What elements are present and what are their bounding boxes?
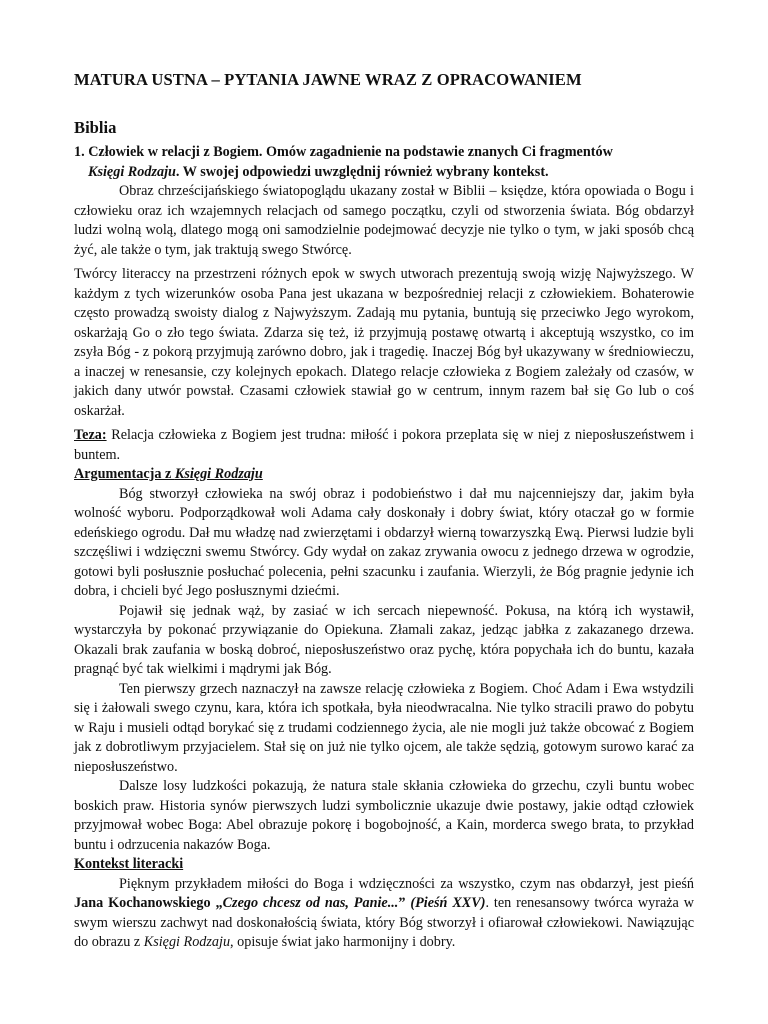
context-quote-close: ” (398, 895, 406, 911)
thesis-label: Teza: (74, 427, 107, 443)
argumentation-heading-prefix: Argumentacja z (74, 466, 175, 482)
context-text-a: Pięknym przykładem miłości do Boga i wdzięczności za wszystko, czym nas obdarzył, jest pieśń (119, 875, 694, 892)
context-heading: Kontekst literacki (74, 856, 184, 872)
argumentation-heading-book: Księgi Rodzaju (174, 466, 263, 482)
argumentation-paragraph-1: Bóg stworzył człowieka na swój obraz i podobieństwo i dał mu najcenniejszy dar, jakim była wolność wyboru. Podporządkował woli Adama cały doskonały i dobry świat, który otaczał go w formie edeńskiego ogrodu. Dał mu władzę nad zwierzętami i obdarzył wierną towarzyszką Ewą. Pierwsi ludzie byli szczęśliwi i wdzięczni swemu Stwórcy. Gdy wydał on zakaz zrywania owocu z jednego drzewa w ogrodzie, gotowi byli posłusznie posłuchać polecenia, pełni szacunku i zaufania. Wierzyli, że Bóg pragnie jedynie ich dobra, i chcieli być Jego posłusznymi dziećmi. (74, 485, 694, 599)
intro-paragraph-1: Obraz chrześcijańskiego światopoglądu ukazany został w Biblii – księdze, która opowiada o Bogu i człowieku oraz ich wzajemnych relacjach od samego początku, czyli od stworzenia świata. Bóg obdarzył ludzi wolną wolą, dlatego mogą oni samodzielnie podejmować decyzje nie tylko o tym, w jaki sposób chcą żyć, ale także o tym, jak traktują swego Stwórcę. (74, 183, 694, 258)
argumentation-paragraph-4: Dalsze losy ludzkości pokazują, że natura stale skłania człowieka do grzechu, czyli buntu wobec boskich praw. Historia synów pierwszych ludzi symbolicznie ukazuje dwie postawy, jakie odtąd człowiek przyjmował wobec Boga: Abel obrazuje pokorę i bogobojność, a Kain, morderca swego brata, to przykład buntu i odrzucenia nakazów Boga. (74, 778, 694, 853)
context-quote-open: „ (210, 895, 223, 911)
question-line-2-rest: . W swojej odpowiedzi uwzględnij również wybrany kontekst. (175, 163, 549, 180)
question-text (74, 143, 694, 182)
argumentation-heading (74, 465, 694, 485)
intro-paragraph-2: Twórcy literaccy na przestrzeni różnych epok w swych utworach prezentują swoją wizję Najwyższego. W każdym z tych wizerunków osoba Pana jest ukazana w bezpośredniej relacji z człowiekiem. Bohaterowie często prowadzą swoisty dialog z Najwyższym. Zadają mu pytania, buntują się przeciwko Jego wyrokom, oskarżają Go o zło tego świata. Zdarza się też, iż przyjmują postawę otwartą i akceptują wszystko, co im zsyła Bóg - z pokorą przyjmują zarówno dobro, jak i tragedię. Inaczej Bóg był ukazywany w średniowieczu, a inaczej w renesansie, czy kolejnych epokach. Dlatego relacje człowieka z Bogiem zależały od czasów, w jakich dany utwór powstał. Czasami człowiek stawiał go w centrum, innym razem bał się Go lub o coś oskarżał. (74, 266, 694, 419)
thesis-text: Relacja człowieka z Bogiem jest trudna: miłość i pokora przeplata się w niej z nieposłuszeństwem i buntem. (74, 427, 694, 463)
question-line-1: 1. Człowiek w relacji z Bogiem. Omów zagadnienie na podstawie znanych Ci fragmentów (74, 144, 613, 160)
document-title: MATURA USTNA – PYTANIA JAWNE WRAZ Z OPRACOWANIEM (74, 70, 582, 89)
context-poem-title: Czego chcesz od nas, Panie... (222, 895, 399, 911)
section-heading: Biblia (74, 118, 117, 137)
context-book-title: Księgi Rodzaju (143, 934, 231, 950)
question-line-2 (74, 163, 694, 183)
thesis-paragraph (74, 426, 694, 465)
context-poem-number: (Pieśń XXV) (405, 895, 486, 911)
context-paragraph-1 (74, 875, 694, 953)
context-text-b: . ten renesansowy twórca wyraża w swym wierszu zachwyt nad doskonałością świata, który Bóg stworzył i ofiarował człowiekowi. Nawiązując do obrazu z (74, 895, 695, 950)
argumentation-paragraph-2: Pojawił się jednak wąż, by zasiać w ich sercach niepewność. Pokusa, na którą ich wystawił, wystarczyła by pokonać przywiązanie do Opiekuna. Złamali zakaz, jedząc jabłka z zakazanego drzewa. Okazali brak zaufania w boską dobroć, nieposłuszeństwo oraz pychę, która popychała ich do buntu, kazała pragnąć być tak wielkimi i mądrymi jak Bóg. (74, 602, 694, 677)
question-book-title: Księgi Rodzaju (88, 163, 176, 180)
context-text-c: , opisuje świat jako harmonijny i dobry. (230, 934, 456, 950)
argumentation-paragraph-3: Ten pierwszy grzech naznaczył na zawsze relację człowieka z Bogiem. Choć Adam i Ewa wstydzili się i żałowali swego czynu, kara, która ich spotkała, była nieodwracalna. Nie tylko stracili prawo do pobytu w Raju i musieli odtąd borykać się z trudami codziennego życia, ale nie mogli już także obcować z Bogiem jak z dobrotliwym przyjacielem. Stał się on już nie tylko ojcem, ale także sędzią, gotowym surowo karać za nieposłuszeństwo. (74, 680, 694, 775)
context-author: Jana Kochanowskiego (74, 895, 211, 911)
